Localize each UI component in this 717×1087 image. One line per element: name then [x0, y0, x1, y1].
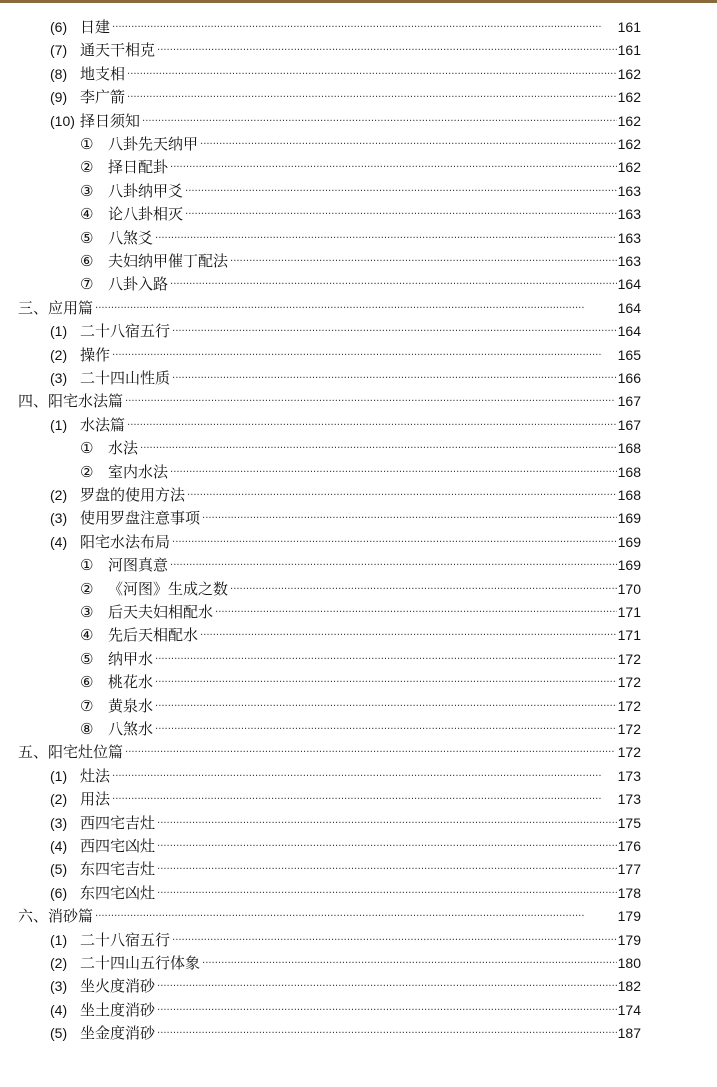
toc-entry-page-number: 163 — [617, 253, 641, 269]
toc-entry-title: 六、消砂篇 — [18, 907, 94, 925]
dot-leader — [200, 624, 617, 647]
toc-entry-number: (4) — [50, 838, 68, 854]
toc-entry-number: (4) — [50, 534, 68, 550]
toc-entry-title: 八卦纳甲爻 — [108, 182, 184, 200]
toc-entry-title: 《河图》生成之数 — [108, 580, 229, 598]
toc-entry-number: ② — [80, 580, 94, 598]
toc-entry[interactable] — [50, 858, 641, 881]
toc-entry-page-number: 164 — [617, 300, 641, 316]
toc-entry-title: 水法 — [108, 439, 139, 457]
toc-entry-title: 八卦入路 — [108, 275, 169, 293]
toc-entry[interactable] — [80, 133, 641, 156]
toc-entry-title: 阳宅水法布局 — [80, 533, 171, 551]
toc-entry[interactable] — [50, 952, 641, 975]
toc-entry-title: 通天干相克 — [80, 41, 156, 59]
toc-entry[interactable] — [80, 203, 641, 226]
toc-entry[interactable] — [18, 905, 641, 928]
toc-entry-title: 二十四山五行体象 — [80, 954, 201, 972]
toc-entry-title: 三、应用篇 — [18, 299, 94, 317]
toc-entry-title: 西四宅凶灶 — [80, 837, 156, 855]
toc-entry-page-number: 169 — [617, 534, 641, 550]
toc-entry-title: 后天夫妇相配水 — [108, 603, 214, 621]
dot-leader — [95, 905, 617, 928]
dot-leader — [170, 273, 617, 296]
toc-entry-page-number: 172 — [617, 744, 641, 760]
toc-entry-number: (8) — [50, 66, 68, 82]
toc-entry-page-number: 167 — [617, 393, 641, 409]
toc-entry[interactable] — [80, 578, 641, 601]
toc-entry-title: 二十八宿五行 — [80, 931, 171, 949]
toc-entry[interactable] — [80, 601, 641, 624]
toc-entry[interactable] — [18, 741, 641, 764]
dot-leader — [185, 203, 617, 226]
toc-entry-number: (2) — [50, 791, 68, 807]
dot-leader — [230, 578, 617, 601]
toc-entry-page-number: 172 — [617, 698, 641, 714]
toc-entry[interactable] — [50, 367, 641, 390]
toc-entry-title: 八卦先天纳甲 — [108, 135, 199, 153]
toc-entry[interactable] — [50, 812, 641, 835]
toc-entry-page-number: 172 — [617, 674, 641, 690]
toc-entry-page-number: 162 — [617, 113, 641, 129]
dot-leader — [127, 86, 617, 109]
toc-entry[interactable] — [50, 788, 641, 811]
toc-entry-title: 择日须知 — [80, 112, 141, 130]
dot-leader — [155, 648, 617, 671]
toc-entry-page-number: 161 — [617, 42, 641, 58]
toc-entry[interactable] — [50, 484, 641, 507]
dot-leader — [170, 554, 617, 577]
dot-leader — [157, 858, 617, 881]
toc-entry-number: (3) — [50, 978, 68, 994]
toc-entry-number: ⑦ — [80, 697, 94, 715]
toc-entry-page-number: 173 — [617, 768, 641, 784]
toc-entry-number: ③ — [80, 182, 94, 200]
toc-entry-number: (5) — [50, 1025, 68, 1041]
toc-entry[interactable] — [50, 344, 641, 367]
toc-entry[interactable] — [50, 882, 641, 905]
toc-entry-title: 坐土度消砂 — [80, 1001, 156, 1019]
toc-entry-title: 罗盘的使用方法 — [80, 486, 186, 504]
toc-entry-page-number: 173 — [617, 791, 641, 807]
toc-entry-page-number: 174 — [617, 1002, 641, 1018]
dot-leader — [142, 110, 617, 133]
toc-entry-title: 东四宅凶灶 — [80, 884, 156, 902]
toc-entry-number: ⑧ — [80, 720, 94, 738]
dot-leader — [215, 601, 617, 624]
toc-entry[interactable] — [80, 648, 641, 671]
toc-entry[interactable] — [80, 461, 641, 484]
toc-entry-title: 坐火度消砂 — [80, 977, 156, 995]
toc-entry-page-number: 176 — [617, 838, 641, 854]
toc-entry-page-number: 162 — [617, 66, 641, 82]
toc-entry-page-number: 168 — [617, 464, 641, 480]
toc-entry-number: ⑤ — [80, 229, 94, 247]
toc-entry-title: 使用罗盘注意事项 — [80, 509, 201, 527]
dot-leader — [127, 414, 617, 437]
dot-leader — [125, 741, 617, 764]
dot-leader — [172, 320, 617, 343]
toc-entry-page-number: 177 — [617, 861, 641, 877]
toc-entry[interactable] — [80, 671, 641, 694]
toc-entry-title: 李广箭 — [80, 88, 126, 106]
toc-entry[interactable] — [50, 414, 641, 437]
toc-entry-number: ① — [80, 439, 94, 457]
toc-entry-page-number: 171 — [617, 627, 641, 643]
toc-entry-number: ⑥ — [80, 673, 94, 691]
toc-entry-title: 八煞爻 — [108, 229, 154, 247]
toc-entry[interactable] — [80, 695, 641, 718]
toc-entry[interactable] — [50, 507, 641, 530]
dot-leader — [172, 929, 617, 952]
toc-entry-number: ① — [80, 135, 94, 153]
toc-entry-number: (6) — [50, 885, 68, 901]
toc-entry[interactable] — [18, 390, 641, 413]
toc-entry[interactable] — [50, 531, 641, 554]
toc-entry-page-number: 179 — [617, 932, 641, 948]
toc-entry-title: 坐金度消砂 — [80, 1024, 156, 1042]
toc-entry-number: (3) — [50, 815, 68, 831]
toc-entry-number: (1) — [50, 323, 68, 339]
toc-entry-page-number: 180 — [617, 955, 641, 971]
toc-entry-page-number: 187 — [617, 1025, 641, 1041]
toc-entry[interactable] — [50, 1022, 641, 1045]
toc-entry-title: 八煞水 — [108, 720, 154, 738]
dot-leader — [155, 695, 617, 718]
toc-entry-page-number: 163 — [617, 183, 641, 199]
toc-entry-page-number: 168 — [617, 487, 641, 503]
toc-entry-page-number: 164 — [617, 323, 641, 339]
toc-entry-number: (2) — [50, 347, 68, 363]
toc-entry[interactable] — [50, 63, 641, 86]
toc-entry-page-number: 178 — [617, 885, 641, 901]
toc-entry-title: 论八卦相灭 — [108, 205, 184, 223]
toc-entry-title: 用法 — [80, 790, 111, 808]
toc-entry-number: (6) — [50, 19, 68, 35]
toc-entry-number: ⑦ — [80, 275, 94, 293]
dot-leader — [202, 507, 617, 530]
toc-entry-number: (3) — [50, 370, 68, 386]
toc-entry-title: 先后天相配水 — [108, 626, 199, 644]
toc-entry-page-number: 168 — [617, 440, 641, 456]
toc-entry-number: ③ — [80, 603, 94, 621]
toc-entry-page-number: 167 — [617, 417, 641, 433]
toc-entry-page-number: 165 — [617, 347, 641, 363]
toc-entry[interactable] — [80, 273, 641, 296]
toc-entry-title: 操作 — [80, 346, 111, 364]
top-rule — [0, 0, 717, 3]
toc-entry-title: 夫妇纳甲催丁配法 — [108, 252, 229, 270]
toc-entry-title: 河图真意 — [108, 556, 169, 574]
dot-leader — [155, 227, 617, 250]
dot-leader — [170, 156, 617, 179]
toc-entry[interactable] — [80, 180, 641, 203]
toc-entry-page-number: 169 — [617, 557, 641, 573]
toc-entry-title: 二十八宿五行 — [80, 322, 171, 340]
toc-entry-page-number: 171 — [617, 604, 641, 620]
toc-entry[interactable] — [80, 156, 641, 179]
toc-entry[interactable] — [50, 16, 641, 39]
toc-entry-number: (5) — [50, 861, 68, 877]
dot-leader — [172, 531, 617, 554]
toc-entry-page-number: 164 — [617, 276, 641, 292]
dot-leader — [125, 390, 617, 413]
toc-entry[interactable] — [50, 999, 641, 1022]
toc-entry[interactable] — [18, 297, 641, 320]
toc-entry-number: ④ — [80, 205, 94, 223]
toc-entry-title: 室内水法 — [108, 463, 169, 481]
toc-entry[interactable] — [50, 110, 641, 133]
toc-entry[interactable] — [80, 554, 641, 577]
dot-leader — [127, 63, 617, 86]
toc-entry-page-number: 162 — [617, 159, 641, 175]
toc-entry-page-number: 169 — [617, 510, 641, 526]
toc-entry-number: (3) — [50, 510, 68, 526]
toc-entry-title: 西四宅吉灶 — [80, 814, 156, 832]
toc-entry-title: 五、阳宅灶位篇 — [18, 743, 124, 761]
dot-leader — [157, 812, 617, 835]
toc-entry-page-number: 170 — [617, 581, 641, 597]
toc-entry-number: ④ — [80, 626, 94, 644]
dot-leader — [155, 718, 617, 741]
toc-entry-page-number: 163 — [617, 206, 641, 222]
toc-entry[interactable] — [50, 975, 641, 998]
toc-entry[interactable] — [50, 929, 641, 952]
toc-entry-number: (2) — [50, 955, 68, 971]
toc-entry-page-number: 175 — [617, 815, 641, 831]
toc-entry-number: ⑤ — [80, 650, 94, 668]
toc-entry[interactable] — [50, 39, 641, 62]
toc-entry-page-number: 162 — [617, 136, 641, 152]
dot-leader — [112, 788, 617, 811]
dot-leader — [157, 975, 617, 998]
toc-entry-number: ① — [80, 556, 94, 574]
toc-entry-title: 二十四山性质 — [80, 369, 171, 387]
toc-entry[interactable] — [50, 835, 641, 858]
toc-entry-title: 灶法 — [80, 767, 111, 785]
toc-entry-title: 择日配卦 — [108, 158, 169, 176]
toc-entry-title: 桃花水 — [108, 673, 154, 691]
dot-leader — [157, 39, 617, 62]
dot-leader — [157, 882, 617, 905]
toc-entry[interactable] — [50, 765, 641, 788]
toc-entry-title: 黄泉水 — [108, 697, 154, 715]
toc-entry-page-number: 166 — [617, 370, 641, 386]
dot-leader — [185, 180, 617, 203]
toc-entry[interactable] — [80, 624, 641, 647]
dot-leader — [202, 952, 617, 975]
toc-entry-number: (7) — [50, 42, 68, 58]
toc-entry[interactable] — [80, 718, 641, 741]
toc-entry-title: 地支相 — [80, 65, 126, 83]
toc-entry-title: 日建 — [80, 18, 111, 36]
toc-entry-page-number: 162 — [617, 89, 641, 105]
toc-entry-number: (1) — [50, 932, 68, 948]
dot-leader — [230, 250, 617, 273]
toc-entry-page-number: 182 — [617, 978, 641, 994]
dot-leader — [172, 367, 617, 390]
toc-entry-number: (10) — [50, 113, 75, 129]
dot-leader — [187, 484, 617, 507]
toc-entry-number: (1) — [50, 417, 68, 433]
toc-entry-number: (1) — [50, 768, 68, 784]
toc-entry-page-number: 179 — [617, 908, 641, 924]
dot-leader — [112, 16, 617, 39]
toc-entry-number: ⑥ — [80, 252, 94, 270]
toc-entry-number: ② — [80, 463, 94, 481]
toc-entry[interactable] — [80, 250, 641, 273]
dot-leader — [155, 671, 617, 694]
dot-leader — [112, 765, 617, 788]
toc-entry-number: (4) — [50, 1002, 68, 1018]
toc-entry-number: (9) — [50, 89, 68, 105]
dot-leader — [140, 437, 617, 460]
toc-entry[interactable] — [80, 437, 641, 460]
toc-entry-number: (2) — [50, 487, 68, 503]
toc-entry-number: ② — [80, 158, 94, 176]
toc-entry-title: 四、阳宅水法篇 — [18, 392, 124, 410]
dot-leader — [200, 133, 617, 156]
toc-entry[interactable] — [50, 86, 641, 109]
toc-entry-page-number: 161 — [617, 19, 641, 35]
dot-leader — [170, 461, 617, 484]
toc-entry[interactable] — [80, 227, 641, 250]
dot-leader — [112, 344, 617, 367]
dot-leader — [157, 999, 617, 1022]
dot-leader — [157, 1022, 617, 1045]
toc-entry-title: 水法篇 — [80, 416, 126, 434]
dot-leader — [157, 835, 617, 858]
toc-entry-page-number: 163 — [617, 230, 641, 246]
toc-entry-title: 东四宅吉灶 — [80, 860, 156, 878]
toc-entry-page-number: 172 — [617, 651, 641, 667]
toc-entry-title: 纳甲水 — [108, 650, 154, 668]
dot-leader — [95, 297, 617, 320]
toc-entry-page-number: 172 — [617, 721, 641, 737]
toc-entry[interactable] — [50, 320, 641, 343]
